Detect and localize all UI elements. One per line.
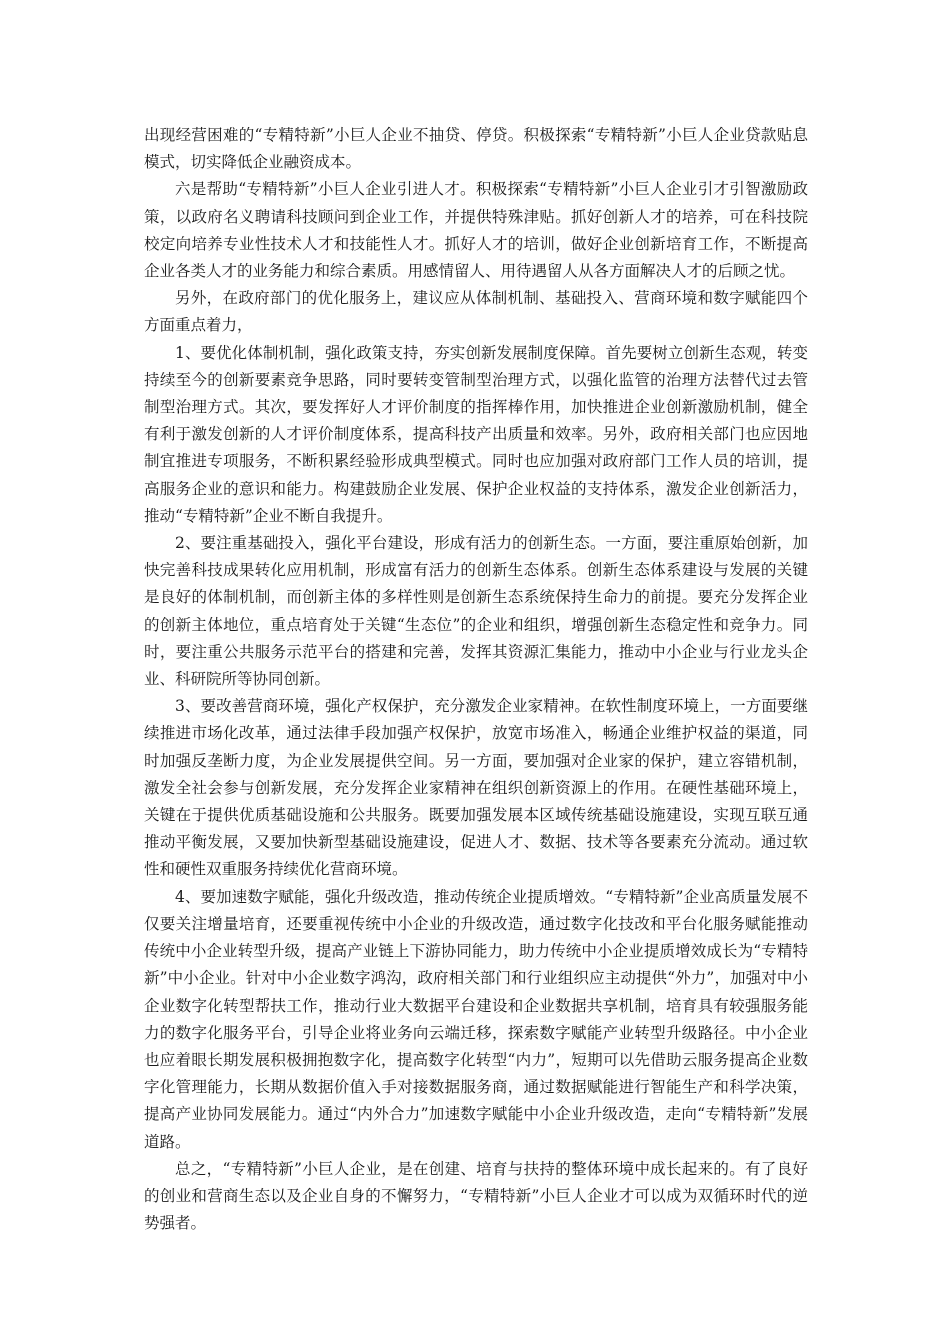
paragraph-point-2-infrastructure: 2、要注重基础投入，强化平台建设，形成有活力的创新生态。一方面，要注重原始创新，加快完善科技成果转化应用机制，形成富有活力的创新生态体系。创新生态体系建设与发展的关键是良好的体制机制，而创新主体的多样性则是创新生态系统保持生命力的前提。要充分发挥企业的创新主体地位，重点培育处于关键“生态位”的企业和组织，增强创新生态稳定性和竞争力。同时，要注重公共服务示范平台的搭建和完善，发挥其资源汇集能力，推动中小企业与行业龙头企业、科研院所等协同创新。 <box>144 534 808 689</box>
paragraph-talent: 六是帮助“专精特新”小巨人企业引进人才。积极探索“专精特新”小巨人企业引才引智激励政策，以政府名义聘请科技顾问到企业工作，并提供特殊津贴。抓好创新人才的培养，可在科技院校定向培养专业性技术人才和技能性人才。抓好人才的培训，做好企业创新培育工作，不断提高企业各类人才的业务能力和综合素质。用感情留人、用待遇留人从各方面解决人才的后顾之忧。 <box>144 180 808 281</box>
paragraph-point-3-business-environment: 3、要改善营商环境，强化产权保护，充分激发企业家精神。在软性制度环境上，一方面要继续推进市场化改革，通过法律手段加强产权保护，放宽市场准入，畅通企业维护权益的渠道，同时加强反垄断力度，为企业发展提供空间。另一方面，要加强对企业家的保护，建立容错机制，激发全社会参与创新发展，充分发挥企业家精神在组织创新资源上的作用。在硬性基础环境上，关键在于提供优质基础设施和公共服务。既要加强发展本区域传统基础设施建设，实现互联互通推动平衡发展，又要加快新型基础设施建设，促进人才、数据、技术等各要素充分流动。通过软性和硬性双重服务持续优化营商环境。 <box>144 697 808 879</box>
paragraph-point-4-digital-empowerment: 4、要加速数字赋能，强化升级改造，推动传统企业提质增效。“专精特新”企业高质量发展不仅要关注增量培育，还要重视传统中小企业的升级改造，通过数字化技改和平台化服务赋能推动传统中小企业转型升级，提高产业链上下游协同能力，助力传统中小企业提质增效成长为“专精特新”中小企业。针对中小企业数字鸿沟，政府相关部门和行业组织应主动提供“外力”，加强对中小企业数字化转型帮扶工作，推动行业大数据平台建设和企业数据共享机制，培育具有较强服务能力的数字化服务平台，引导企业将业务向云端迁移，探索数字赋能产业转型升级路径。中小企业也应着眼长期发展积极拥抱数字化，提高数字化转型“内力”，短期可以先借助云服务提高企业数字化管理能力，长期从数据价值入手对接数据服务商，通过数据赋能进行智能生产和科学决策，提高产业协同发展能力。通过“内外合力”加速数字赋能中小企业升级改造，走向“专精特新”发展道路。 <box>144 887 808 1151</box>
paragraph-government-services: 另外，在政府部门的优化服务上，建议应从体制机制、基础投入、营商环境和数字赋能四个方面重点着力， <box>144 289 808 335</box>
paragraph-1-continuation: 出现经营困难的“专精特新”小巨人企业不抽贷、停贷。积极探索“专精特新”小巨人企业贷款贴息模式，切实降低企业融资成本。 <box>144 126 808 172</box>
paragraph-conclusion: 总之，“专精特新”小巨人企业，是在创建、培育与扶持的整体环境中成长起来的。有了良好的创业和营商生态以及企业自身的不懈努力，“专精特新”小巨人企业才可以成为双循环时代的逆势强者。 <box>144 1159 808 1233</box>
paragraph-point-1-institutions: 1、要优化体制机制，强化政策支持，夯实创新发展制度保障。首先要树立创新生态观，转变持续至今的创新要素竞争思路，同时要转变管制型治理方式，以强化监管的治理方法替代过去管制型治理方式。其次，要发挥好人才评价制度的指挥棒作用，加快推进企业创新激励机制，健全有利于激发创新的人才评价制度体系，提高科技产出质量和效率。另外，政府相关部门也应因地制宜推进专项服务，不断积累经验形成典型模式。同时也应加强对政府部门工作人员的培训，提高服务企业的意识和能力。构建鼓励企业发展、保护企业权益的支持体系，激发企业创新活力，推动“专精特新”企业不断自我提升。 <box>144 343 808 525</box>
document-body <box>144 122 808 1237</box>
